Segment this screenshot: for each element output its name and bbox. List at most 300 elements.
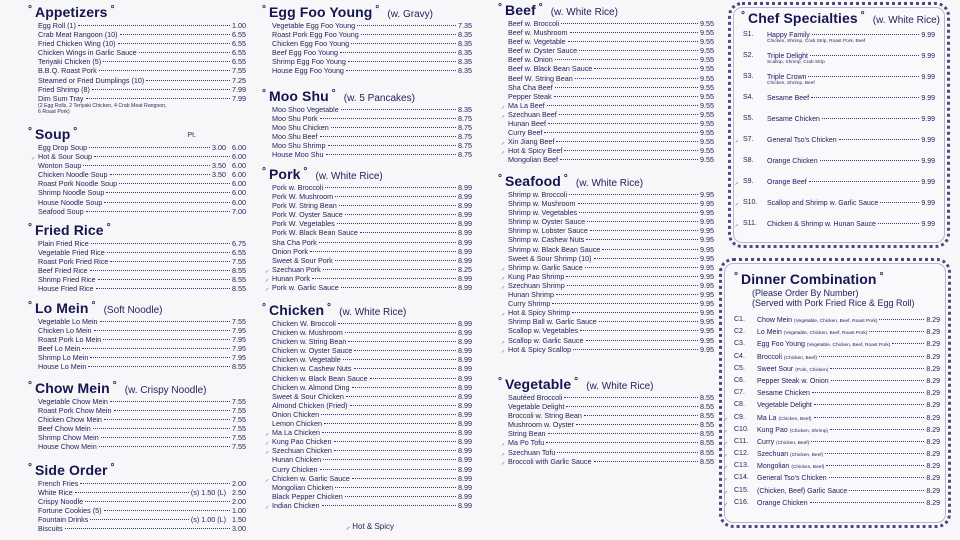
item-price: 8.75 (458, 132, 472, 142)
item-code: C8. (734, 401, 745, 409)
menu-item (508, 299, 714, 308)
menu-item (38, 161, 246, 170)
dot-leader (566, 406, 698, 407)
combination-item (722, 426, 948, 438)
menu-item (38, 179, 246, 188)
item-line (757, 414, 940, 424)
item-name: Pork W. Black Bean Sauce (272, 228, 358, 238)
dot-leader (357, 25, 456, 26)
item-name: General Tso's Chicken (757, 475, 827, 483)
item-name: Roast Pork Chow Mein (38, 406, 112, 416)
item-price: 8.99 (458, 255, 472, 265)
dot-leader (104, 510, 230, 511)
specialty-item (731, 31, 947, 52)
item-description: Scallop, Shrimp, Crab Strip (767, 60, 825, 65)
dot-leader (812, 34, 920, 35)
item-price: 9.99 (921, 221, 935, 228)
item-price: 7.99 (232, 93, 246, 103)
menu-item (38, 207, 246, 216)
item-name: House Noodle Soup (38, 197, 103, 207)
dot-leader (560, 159, 698, 160)
menu-item (272, 238, 472, 247)
item-name: Orange Beef (767, 179, 807, 186)
item-name: Curry Shrimp (508, 299, 551, 309)
menu-item (508, 37, 714, 46)
chili-pepper-icon: ⸝ (265, 475, 269, 483)
item-price: 8.99 (458, 437, 472, 447)
item-price: 8.99 (458, 355, 472, 365)
section-title: ° Fried Rice ° (28, 222, 111, 238)
menu-item (38, 94, 246, 103)
menu-item (272, 141, 472, 150)
item-name: Broccoli w. String Bean (508, 411, 582, 421)
menu-item (38, 424, 246, 433)
menu-item (272, 210, 472, 219)
dot-leader (91, 243, 230, 244)
item-name: Dim Sum Tray (38, 93, 84, 103)
section-title: ° Beef ° (498, 2, 543, 18)
item-price: 7.95 (232, 353, 246, 363)
dot-leader (810, 55, 919, 56)
dot-leader (585, 267, 698, 268)
menu-item (272, 228, 472, 237)
combination-item (722, 401, 948, 413)
menu-item (272, 105, 472, 114)
item-name: Beef w. Mushroom (508, 28, 568, 38)
chili-pepper-icon: ⸝ (735, 179, 739, 186)
item-price: 8.25 (458, 264, 472, 274)
item-name: (Chicken, Beef) Garlic Sauce (757, 487, 848, 495)
dot-leader (584, 415, 698, 416)
dot-leader (82, 348, 230, 349)
item-name: Pork W. String Bean (272, 201, 337, 211)
item-price: 8.99 (458, 337, 472, 347)
item-name: Sweet & Sour Shrimp (10) (508, 253, 592, 263)
item-list (265, 319, 472, 510)
item-price: 8.99 (458, 446, 472, 456)
chili-pepper-icon: ⸝ (501, 282, 505, 290)
item-price: 9.55 (700, 37, 714, 47)
dot-leader (573, 349, 698, 350)
dot-leader (310, 251, 456, 252)
dot-leader (139, 52, 230, 53)
item-name: Orange Chicken (757, 499, 808, 507)
item-price: 2.50 (232, 488, 246, 498)
section-title: ° Dinner Combination ° (734, 271, 884, 287)
item-price: 8.99 (458, 210, 472, 220)
dot-leader (555, 87, 698, 88)
menu-item (38, 406, 246, 415)
item-price: 9.99 (921, 116, 935, 123)
menu-item (272, 364, 472, 373)
combination-item (722, 389, 948, 401)
item-name: Hot & Spicy Scallop (508, 344, 572, 354)
item-price: 8.29 (926, 451, 940, 459)
menu-item (272, 57, 472, 66)
item-name: Chicken w. Black Bean Sauce (272, 373, 368, 383)
item-price: 8.55 (232, 362, 246, 372)
item-name: Vegetable Fried Rice (38, 248, 105, 258)
dot-leader (328, 145, 456, 146)
menu-item (38, 397, 246, 406)
item-name: Broccoli (757, 353, 782, 361)
section-appetizers (28, 4, 246, 115)
chili-pepper-icon: ⸝ (724, 451, 728, 459)
dot-leader (104, 419, 230, 420)
combination-item (722, 353, 948, 365)
chili-pepper-icon: ⸝ (724, 475, 728, 483)
item-price: 2.00 (232, 497, 246, 507)
item-list (501, 190, 714, 354)
item-price: 7.99 (232, 84, 246, 94)
item-line (757, 328, 940, 338)
item-name: Biscuits (38, 524, 63, 534)
dot-leader (320, 469, 456, 470)
section-vegetable (498, 376, 714, 466)
menu-item (38, 442, 246, 451)
menu-item (38, 239, 246, 248)
item-price: 8.35 (458, 66, 472, 76)
dot-leader (323, 459, 456, 460)
item-price: 8.55 (700, 429, 714, 439)
chili-pepper-icon: ⸝ (724, 487, 728, 495)
dot-leader (831, 380, 925, 381)
item-price: 8.99 (458, 391, 472, 401)
menu-item (508, 74, 714, 83)
menu-item (272, 465, 472, 474)
dot-leader (118, 43, 231, 44)
item-name: House Chow Mein (38, 442, 97, 452)
section-subtitle: (w. White Rice) (315, 171, 383, 182)
item-name: Egg Drop Soup (38, 143, 88, 152)
item-price: 7.95 (232, 344, 246, 354)
dot-leader (110, 401, 230, 402)
item-name: Shrimp w. Lobster Sauce (508, 226, 588, 236)
item-price: 9.95 (700, 244, 714, 254)
item-code: C7. (734, 389, 745, 397)
menu-item (508, 226, 714, 235)
dot-leader (338, 323, 456, 324)
section-subtitle: (w. White Rice) (586, 381, 654, 392)
chili-pepper-icon: ⸝ (724, 463, 728, 471)
menu-item (508, 429, 714, 438)
chili-pepper-icon: ⸝ (501, 139, 505, 147)
chili-pepper-icon: ⸝ (501, 310, 505, 318)
section-title: ° Moo Shu ° (262, 88, 336, 104)
dot-leader (107, 252, 230, 253)
dot-leader (820, 160, 920, 161)
item-line (767, 178, 935, 187)
dot-leader (89, 147, 210, 148)
item-price: 3.00 (232, 524, 246, 534)
item-price: 7.55 (232, 415, 246, 425)
item-name: Xin Jiang Beef (508, 137, 555, 147)
chili-pepper-icon: ⸝ (346, 522, 350, 531)
menu-item (38, 188, 246, 197)
item-name: Shrimp Chow Mein (38, 433, 99, 443)
item-name: Onion Chicken (272, 409, 320, 419)
dot-leader (100, 321, 230, 322)
menu-item (272, 132, 472, 141)
item-price: 9.55 (700, 128, 714, 138)
dot-leader (65, 528, 230, 529)
menu-item (508, 190, 714, 199)
menu-item (501, 280, 714, 290)
section-subtitle: (w. 5 Pancakes) (343, 93, 415, 104)
item-name: Chicken w. Vegetable (272, 355, 341, 365)
item-code: S11. (743, 220, 757, 227)
item-price: 9.95 (700, 335, 714, 345)
menu-item (272, 383, 472, 392)
item-name: Shrimp w. Mushroom (508, 199, 576, 209)
menu-item (508, 28, 714, 37)
item-options: (Vegetable, Chicken, Beef, Roast Pork) (783, 331, 868, 337)
item-code: C15. (734, 486, 749, 494)
item-options: (Chicken, Beef) (783, 355, 817, 361)
menu-item (38, 170, 246, 179)
dot-leader (578, 203, 698, 204)
item-price: 6.55 (232, 57, 246, 67)
menu-item (508, 290, 714, 299)
item-name: Beef w. Broccoli (508, 19, 560, 28)
item-line (757, 401, 940, 410)
menu-item (38, 143, 246, 152)
item-name: Chicken w. String Bean (272, 337, 347, 347)
menu-item (501, 109, 714, 119)
menu-item (272, 328, 472, 337)
menu-item (272, 483, 472, 492)
item-line (757, 316, 940, 326)
section-title: ° Egg Foo Young ° (262, 4, 379, 20)
dot-leader (345, 332, 456, 333)
section-soup (28, 126, 246, 216)
chili-pepper-icon: ⸝ (265, 266, 269, 274)
dot-leader (880, 202, 919, 203)
menu-item (38, 488, 246, 497)
item-price: 9.55 (700, 137, 714, 147)
dot-leader (98, 279, 230, 280)
item-price: 8.99 (458, 228, 472, 238)
dot-leader (320, 118, 456, 119)
section-title: ° Lo Mein ° (28, 300, 96, 316)
menu-item (38, 524, 246, 533)
item-name: Szechuan Shrimp (508, 280, 565, 290)
chili-pepper-icon: ⸝ (735, 137, 739, 144)
dot-leader (590, 230, 698, 231)
item-code: C9. (734, 413, 745, 421)
combination-list (722, 316, 948, 511)
menu-item (265, 428, 472, 438)
item-line (767, 220, 935, 229)
dot-leader (335, 487, 456, 488)
dot-leader (568, 41, 698, 42)
dot-leader (350, 405, 457, 406)
item-name: Egg Foo Young (757, 341, 805, 349)
item-price: 8.29 (926, 475, 940, 483)
chili-pepper-icon: ⸝ (501, 337, 505, 345)
pint-label: Pt. (187, 132, 196, 139)
item-name: Wonton Soup (38, 161, 82, 171)
item-price: 1.50 (232, 515, 246, 525)
combination-item (722, 450, 948, 462)
item-price: 8.99 (458, 400, 472, 410)
chili-pepper-icon: ⸝ (265, 275, 269, 283)
dot-leader (548, 123, 698, 124)
dot-leader (99, 70, 230, 71)
section-chicken (262, 302, 472, 510)
item-price-small: 3.50 (212, 161, 226, 171)
item-name: Lo Mein (757, 329, 782, 337)
combo-served-with: (Served with Pork Fried Rice & Egg Roll) (752, 298, 915, 308)
item-price: 7.35 (458, 21, 472, 30)
dot-leader (322, 432, 456, 433)
item-price: 6.75 (232, 239, 246, 248)
item-price: 9.55 (700, 82, 714, 92)
dot-leader (312, 278, 456, 279)
section-title: ° Chow Mein ° (28, 380, 117, 396)
chili-pepper-icon: ⸝ (265, 448, 269, 456)
dot-leader (80, 483, 230, 484)
dot-leader (809, 181, 920, 182)
item-price: 8.29 (926, 499, 940, 507)
item-name: Sha Cha Beef (508, 82, 553, 92)
item-name: Beef Chow Mein (38, 424, 91, 434)
item-options: (Chicken, Beef) (778, 416, 812, 422)
item-price: 8.99 (458, 201, 472, 211)
item-code: C4. (734, 352, 745, 360)
item-code: C11. (734, 437, 749, 445)
item-price: 9.55 (700, 28, 714, 38)
item-code: C10. (734, 425, 749, 433)
item-name: Pork w. Garlic Sauce (272, 283, 339, 293)
item-name: Mushroom w. Oyster (508, 420, 574, 430)
item-price: 8.99 (458, 382, 472, 392)
item-price: 8.99 (458, 192, 472, 202)
section-seafood (498, 173, 714, 354)
item-price: 9.55 (700, 109, 714, 119)
item-name: Shrimp w. Vegetables (508, 208, 578, 218)
item-price: 6.00 (232, 179, 246, 189)
section-title: ° Appetizers ° (28, 4, 115, 20)
item-name: Pepper Steak (508, 91, 552, 101)
dot-leader (557, 452, 698, 453)
item-list (501, 393, 714, 466)
item-list (501, 19, 714, 165)
item-price: 9.99 (921, 179, 935, 186)
item-name: Shrimp Lo Mein (38, 353, 89, 363)
item-name: Crispy Noodle (38, 497, 84, 507)
combination-item (722, 414, 948, 426)
dot-leader (569, 194, 698, 195)
dot-leader (556, 141, 698, 142)
dot-leader (830, 429, 924, 430)
section-subtitle: (w. White Rice) (550, 7, 618, 18)
item-code: C14. (734, 474, 749, 482)
dot-leader (345, 214, 456, 215)
chili-pepper-icon: ⸝ (265, 502, 269, 510)
item-name: Hot & Sour Soup (38, 152, 92, 162)
item-line (767, 199, 935, 208)
menu-item (38, 257, 246, 266)
item-price: 6.00 (232, 161, 246, 171)
menu-item (508, 245, 714, 254)
chili-pepper-icon: ⸝ (724, 414, 728, 422)
dot-leader (554, 96, 698, 97)
item-name: Curry Chicken (272, 464, 318, 474)
menu-item (38, 506, 246, 515)
item-name: Curry Beef (508, 128, 543, 138)
dot-leader (334, 450, 456, 451)
section-title: ° Seafood ° (498, 173, 568, 189)
dot-leader (576, 424, 698, 425)
item-name: Kung Pao (757, 426, 788, 434)
section-subtitle: (w. Crispy Noodle) (124, 385, 207, 396)
item-price: 8.29 (926, 390, 940, 398)
menu-item (272, 21, 472, 30)
item-price: 8.29 (926, 329, 940, 337)
item-price: 6.00 (232, 170, 246, 180)
item-line (757, 474, 940, 483)
menu-item (38, 362, 246, 371)
item-price: 7.55 (232, 397, 246, 406)
item-name: Chicken w. Almond Ding (272, 382, 350, 392)
menu-item (265, 437, 472, 447)
item-code: S2. (743, 52, 754, 59)
dot-leader (321, 414, 456, 415)
item-options: (Chicken, Beef) (790, 453, 824, 459)
dot-leader (343, 359, 456, 360)
chili-pepper-icon: ⸝ (724, 438, 728, 446)
combo-instruction: (Please Order By Number) (752, 288, 859, 298)
item-price: 9.55 (700, 55, 714, 65)
chili-pepper-icon: ⸝ (501, 264, 505, 272)
chili-pepper-icon: ⸝ (501, 148, 505, 156)
dot-leader (564, 397, 698, 398)
item-list (272, 21, 472, 76)
item-line (757, 340, 940, 350)
menu-item (272, 123, 472, 132)
dot-leader (892, 343, 924, 344)
section-subtitle: (w. White Rice) (339, 307, 407, 318)
menu-item (38, 30, 246, 39)
dot-leader (103, 339, 230, 340)
chili-pepper-icon: ⸝ (501, 449, 505, 457)
combination-item (722, 474, 948, 486)
section-title: ° Vegetable ° (498, 376, 578, 392)
item-name: B.B.Q. Roast Pork (38, 66, 97, 76)
menu-item (272, 355, 472, 364)
item-name: Kung Pao Shrimp (508, 271, 565, 281)
item-price: 8.35 (458, 48, 472, 58)
menu-item (38, 479, 246, 488)
combination-item (722, 377, 948, 389)
dot-leader (106, 192, 230, 193)
item-price: 9.55 (700, 73, 714, 83)
item-list (272, 105, 472, 160)
dot-leader (335, 196, 456, 197)
item-price: 8.55 (700, 438, 714, 448)
item-line (757, 389, 940, 398)
menu-item (508, 217, 714, 226)
menu-item (508, 46, 714, 55)
item-price: 8.99 (458, 246, 472, 256)
item-name: Sweet & Sour Chicken (272, 391, 344, 401)
item-name: House Lo Mein (38, 362, 87, 372)
item-note: 6 Roast Pork) (38, 108, 70, 115)
dot-leader (552, 303, 698, 304)
section-beef (498, 2, 714, 165)
dot-leader (826, 465, 924, 466)
